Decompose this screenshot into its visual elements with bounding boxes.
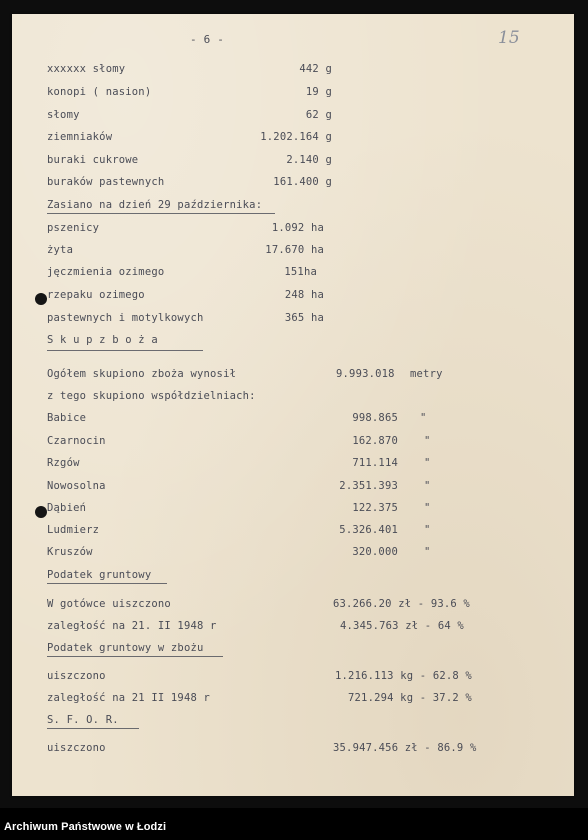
row-value: 62 g xyxy=(305,109,332,121)
sown-row-value: 151ha xyxy=(284,266,317,278)
land-tax-value: 63.266.20 zł - 93.6 % xyxy=(333,598,470,610)
ditto-mark: " xyxy=(424,435,431,447)
sfor-value: 35.947.456 zł - 86.9 % xyxy=(333,742,477,754)
coop-name: Babice xyxy=(47,412,87,424)
heading-underline xyxy=(47,213,275,214)
page-number: - 6 - xyxy=(190,33,225,46)
ditto-mark: " xyxy=(420,412,427,424)
grain-total-unit: metry xyxy=(410,368,443,380)
row-value: 1.202.164 g xyxy=(260,131,332,143)
coop-name: Ludmierz xyxy=(47,524,100,536)
grain-heading: S k u p z b o ż a xyxy=(47,334,158,346)
heading-underline xyxy=(47,350,203,351)
heading-underline xyxy=(47,583,167,584)
sown-row-label: pszenicy xyxy=(47,222,100,234)
grain-tax-value: 1.216.113 kg - 62.8 % xyxy=(335,670,472,682)
sown-row-label: jęczmienia ozimego xyxy=(47,266,165,278)
land-tax-label: zaległość na 21. II 1948 r xyxy=(47,620,217,632)
sown-row-label: rzepaku ozimego xyxy=(47,289,145,301)
grain-total-value: 9.993.018 xyxy=(336,368,395,380)
coop-value: 162.870 xyxy=(352,435,398,447)
coop-name: Kruszów xyxy=(47,546,93,558)
sown-row-value: 1.092 ha xyxy=(271,222,324,234)
coop-name: Nowosolna xyxy=(47,480,106,492)
coop-name: Czarnocin xyxy=(47,435,106,447)
row-label: ziemniaków xyxy=(47,131,113,143)
sown-row-label: pastewnych i motylkowych xyxy=(47,312,204,324)
sown-row-value: 17.670 ha xyxy=(265,244,324,256)
sown-row-value: 248 ha xyxy=(284,289,324,301)
grain-total-label: Ogółem skupiono zboża wynosił xyxy=(47,368,237,380)
coop-value: 998.865 xyxy=(352,412,398,424)
coop-intro: z tego skupiono współdzielniach: xyxy=(47,390,256,402)
grain-tax-label: uiszczono xyxy=(47,670,106,682)
land-tax-value: 4.345.763 zł - 64 % xyxy=(340,620,464,632)
row-value: 19 g xyxy=(305,86,332,98)
grain-tax-heading: Podatek gruntowy w zbożu xyxy=(47,642,204,654)
land-tax-heading: Podatek gruntowy xyxy=(47,569,152,581)
row-label: buraki cukrowe xyxy=(47,154,139,166)
grain-tax-value: 721.294 kg - 37.2 % xyxy=(348,692,472,704)
coop-value: 5.326.401 xyxy=(339,524,398,536)
heading-underline xyxy=(47,728,139,729)
sfor-label: uiszczono xyxy=(47,742,106,754)
sown-row-label: żyta xyxy=(47,244,74,256)
row-label: buraków pastewnych xyxy=(47,176,165,188)
row-label: słomy xyxy=(47,109,80,121)
sfor-heading: S. F. O. R. xyxy=(47,714,119,726)
archive-name: Archiwum Państwowe w Łodzi xyxy=(4,821,167,833)
coop-value: 320.000 xyxy=(352,546,398,558)
sown-heading: Zasiano na dzień 29 października: xyxy=(47,199,263,211)
ditto-mark: " xyxy=(424,480,431,492)
ditto-mark: " xyxy=(424,457,431,469)
page-mark: 15 xyxy=(498,28,520,48)
sown-row-value: 365 ha xyxy=(284,312,324,324)
punch-hole xyxy=(35,293,47,305)
row-label: xxxxxx słomy xyxy=(47,63,126,75)
ditto-mark: " xyxy=(424,524,431,536)
heading-underline xyxy=(47,656,223,657)
row-value: 2.140 g xyxy=(286,154,332,166)
row-label: konopi ( nasion) xyxy=(47,86,152,98)
coop-value: 2.351.393 xyxy=(339,480,398,492)
row-value: 161.400 g xyxy=(273,176,332,188)
ditto-mark: " xyxy=(424,546,431,558)
coop-value: 711.114 xyxy=(352,457,398,469)
coop-name: Rzgów xyxy=(47,457,80,469)
land-tax-label: W gotówce uiszczono xyxy=(47,598,171,610)
punch-hole xyxy=(35,506,47,518)
coop-value: 122.375 xyxy=(352,502,398,514)
row-value: 442 g xyxy=(299,63,332,75)
coop-name: Dąbień xyxy=(47,502,87,514)
ditto-mark: " xyxy=(424,502,431,514)
grain-tax-label: zaległość na 21 II 1948 r xyxy=(47,692,211,704)
